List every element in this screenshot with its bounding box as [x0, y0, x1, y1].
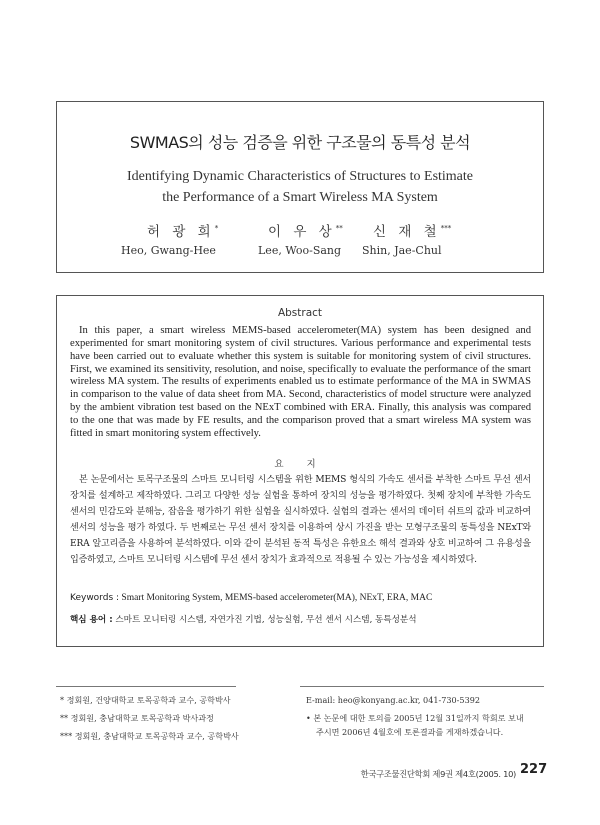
abstract-text: In this paper, a smart wireless MEMS-based accelerometer(MA) system has been designed and experimented for smart monitoring system of civil structures. Various performance and experimental tests have been carried out to evaluate whether this system is suitable for monitoring system of civil structures. First, we examined its sensitivity, resolution, and noise, specifically to evaluate the performance of the smart wireless MA system. The results of experiments enabled us to estimate performance of the MA in SWMAS in comparison to the value of data sheet from MA. Second, characteristics of model structure were analyzed by the ambient vibration test based on the NExT combined with ERA. Finally, this analysis was compared to the one that was made by FE results, and the comparison proved that a smart wireless MA system was fitted in smart monitoring system effectively.	[70, 325, 531, 439]
author-2-korean: 이 우 상**	[268, 224, 343, 240]
author-3-korean: 신 재 철***	[373, 224, 452, 240]
author-1-korean: 허 광 희*	[147, 224, 219, 240]
keywords-korean-label: 핵심 용어 :	[70, 615, 113, 625]
title-english-line1: Identifying Dynamic Characteristics of Structures to Estimate	[126, 169, 473, 184]
keywords-label: Keywords :	[70, 593, 120, 603]
title-box	[56, 101, 544, 273]
author-3-english: Shin, Jae-Chul	[362, 244, 442, 257]
title-english-line2: the Performance of a Smart Wireless MA System	[162, 190, 438, 205]
footnote-author-3: *** 정회원, 충남대학교 토목공학과 교수, 공학박사	[60, 731, 239, 741]
author-2-english: Lee, Woo-Sang	[258, 244, 342, 257]
footnote-email: E-mail: heo@konyang.ac.kr, 041-730-5392	[306, 695, 481, 705]
yoji-heading: 요 지	[274, 459, 326, 470]
page-number: 227	[520, 762, 548, 777]
keywords-text: Smart Monitoring System, MEMS-based accelerometer(MA), NExT, ERA, MAC	[121, 593, 433, 603]
footnote-discussion-2: 주시면 2006년 4월호에 토론결과를 게재하겠습니다.	[316, 727, 504, 737]
footnote-author-2: ** 정회원, 충남대학교 토목공학과 박사과정	[60, 713, 214, 723]
footnote-rule-right	[300, 686, 544, 687]
footnote-rule-left	[56, 686, 236, 687]
journal-footer: 한국구조물진단학회 제9권 제4호(2005. 10)	[360, 769, 516, 779]
abstract-box	[56, 295, 544, 647]
abstract-heading: Abstract	[277, 307, 323, 319]
footnote-author-1: * 정회원, 건양대학교 토목공학과 교수, 공학박사	[60, 695, 231, 705]
footnote-discussion-1: • 본 논문에 대한 토의를 2005년 12월 31일까지 학회로 보내	[306, 713, 524, 723]
title-korean: SWMAS의 성능 검증을 위한 구조물의 동특성 분석	[129, 133, 471, 152]
title-english	[57, 166, 543, 208]
keywords-korean	[70, 613, 417, 625]
keywords-korean-text: 스마트 모니터링 시스템, 자연가진 기법, 성능실험, 무선 센서 시스템, 동특성분석	[115, 615, 417, 625]
keywords	[70, 593, 432, 603]
yoji-text: 본 논문에서는 토목구조물의 스마트 모니터링 시스템을 위한 MEMS 형식의 가속도 센서를 부착한 스마트 무선 센서 장치를 설계하고 제작하였다. 그리고 다양한 성능 실험을 통하여 장치의 성능을 평가하였다. 첫째 장치에 부착한 가속도 센서의 민감도와 분해능, 잡음을 평가하기 위한 실험을 실시하였다. 실험의 결과는 센서의 데이터 쉬트의 값과 비교하여 센서의 성능을 평가 하였다. 두 번째로는 무선 센서 장치를 이용하여 상시 가진을 받는 모형구조물의 동특성을 NExT와 ERA 알고리즘을 사용하여 분석하였다. 이와 같이 분석된 동적 특성은 유한요소 해석 결과와 상호 비교하여 그 유용성을 입증하였고, 스마트 모니터링 시스템에 무선 센서 장치가 효과적으로 적용될 수 있는 가능성을 제시하였다.	[70, 475, 531, 566]
author-1-english: Heo, Gwang-Hee	[121, 244, 216, 257]
